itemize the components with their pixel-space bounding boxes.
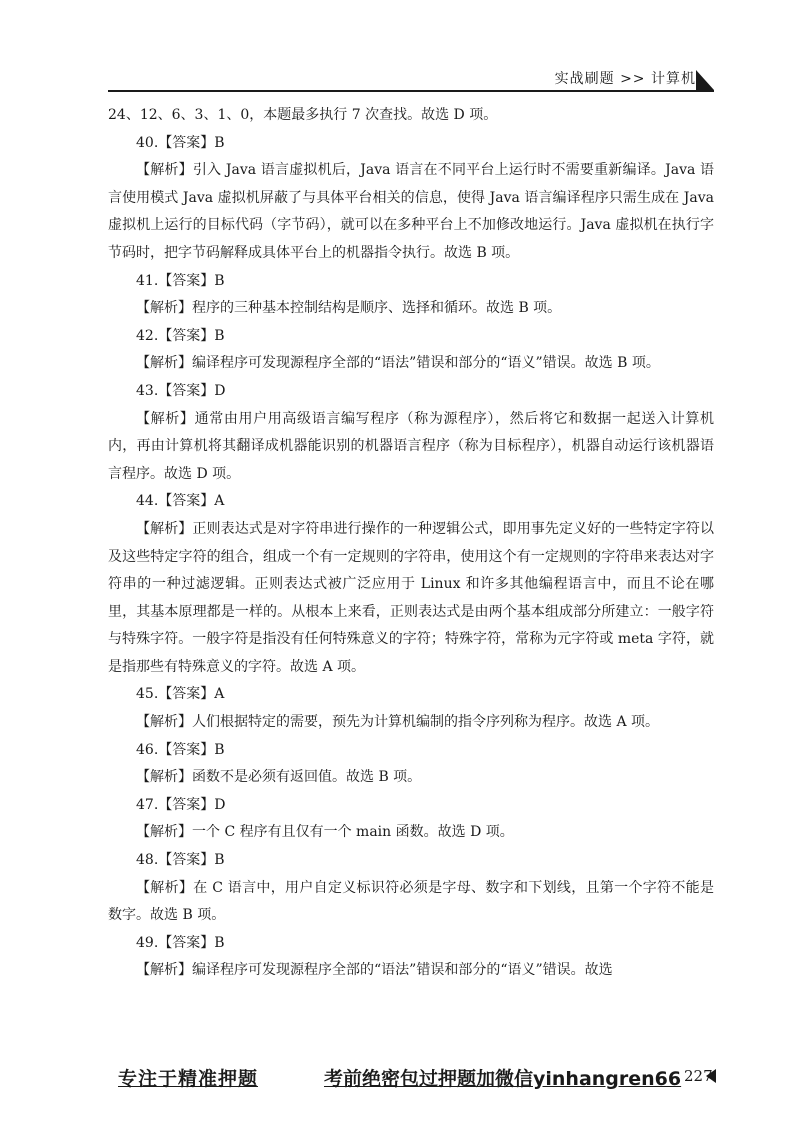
- explanation-44: 【解析】正则表达式是对字符串进行操作的一种逻辑公式，即用事先定义好的一些特定字符以及这些特定字符的组合，组成一个有一定规则的字符串，使用这个有一定规则的字符串来表达对字符串的一种过滤逻辑。正则表达式被广泛应用于 Linux 和许多其他编程语言中，而且不论在哪里，其基本原理都是一样的。从根本上来看，正则表达式是由两个基本组成部分所建立：一般字符与特殊字符。一般字符是指没有任何特殊意义的字符；特殊字符，常称为元字符或 meta 字符，就是指那些有特殊意义的字符。故选 A 项。: [108, 520, 714, 675]
- explanation-42: 【解析】编译程序可发现源程序全部的“语法”错误和部分的“语义”错误。故选 B 项。: [136, 355, 660, 372]
- answer-46: 46.【答案】B: [136, 741, 225, 758]
- explanation-48: 【解析】在 C 语言中，用户自定义标识符必须是字母、数字和下划线，且第一个字符不能是数字。故选 B 项。: [108, 879, 714, 924]
- answer-40: 40.【答案】B: [136, 134, 225, 151]
- explanation-47: 【解析】一个 C 程序有且仅有一个 main 函数。故选 D 项。: [136, 824, 514, 841]
- explanation-41: 【解析】程序的三种基本控制结构是顺序、选择和循环。故选 B 项。: [136, 300, 562, 317]
- answer-48: 48.【答案】B: [136, 852, 225, 869]
- page-body: [108, 102, 714, 985]
- answer-45: 45.【答案】A: [136, 686, 225, 703]
- answer-43: 43.【答案】D: [136, 382, 226, 399]
- explanation-49: 【解析】编译程序可发现源程序全部的“语法”错误和部分的“语义”错误。故选: [136, 962, 613, 979]
- page-marker-icon: [706, 1069, 716, 1083]
- header-title: 实战刷题 >> 计算机: [554, 71, 696, 87]
- footer-slogan: 专注于精准押题: [118, 1068, 259, 1090]
- header-tab-icon: [696, 70, 714, 90]
- answer-41: 41.【答案】B: [136, 272, 225, 289]
- header-divider: [108, 90, 714, 92]
- answer-49: 49.【答案】B: [136, 934, 225, 951]
- page-number: 227: [684, 1067, 713, 1085]
- answer-42: 42.【答案】B: [136, 327, 225, 344]
- explanation-43: 【解析】通常由用户用高级语言编写程序（称为源程序），然后将它和数据一起送入计算机内，再由计算机将其翻译成机器能识别的机器语言程序（称为目标程序），机器自动运行该机器语言程序。故选 D 项。: [108, 410, 714, 482]
- explanation-46: 【解析】函数不是必须有返回值。故选 B 项。: [136, 769, 422, 786]
- explanation-40: 【解析】引入 Java 语言虚拟机后，Java 语言在不同平台上运行时不需要重新编译。Java 语言使用模式 Java 虚拟机屏蔽了与具体平台相关的信息，使得 Java 语言编译程序只需生成在 Java 虚拟机上运行的目标代码（字节码），就可以在多种平台上不加修改地运行。Java 虚拟机在执行字节码时，把字节码解释成具体平台上的机器指令执行。故选 B 项。: [108, 162, 714, 261]
- explanation-45: 【解析】人们根据特定的需要，预先为计算机编制的指令序列称为程序。故选 A 项。: [136, 714, 660, 731]
- footer-contact: 考前绝密包过押题加微信yinhangren66: [324, 1068, 682, 1090]
- answer-47: 47.【答案】D: [136, 796, 226, 813]
- paragraph-continuation: 24、12、6、3、1、0，本题最多执行 7 次查找。故选 D 项。: [108, 107, 498, 123]
- answer-44: 44.【答案】A: [136, 493, 225, 510]
